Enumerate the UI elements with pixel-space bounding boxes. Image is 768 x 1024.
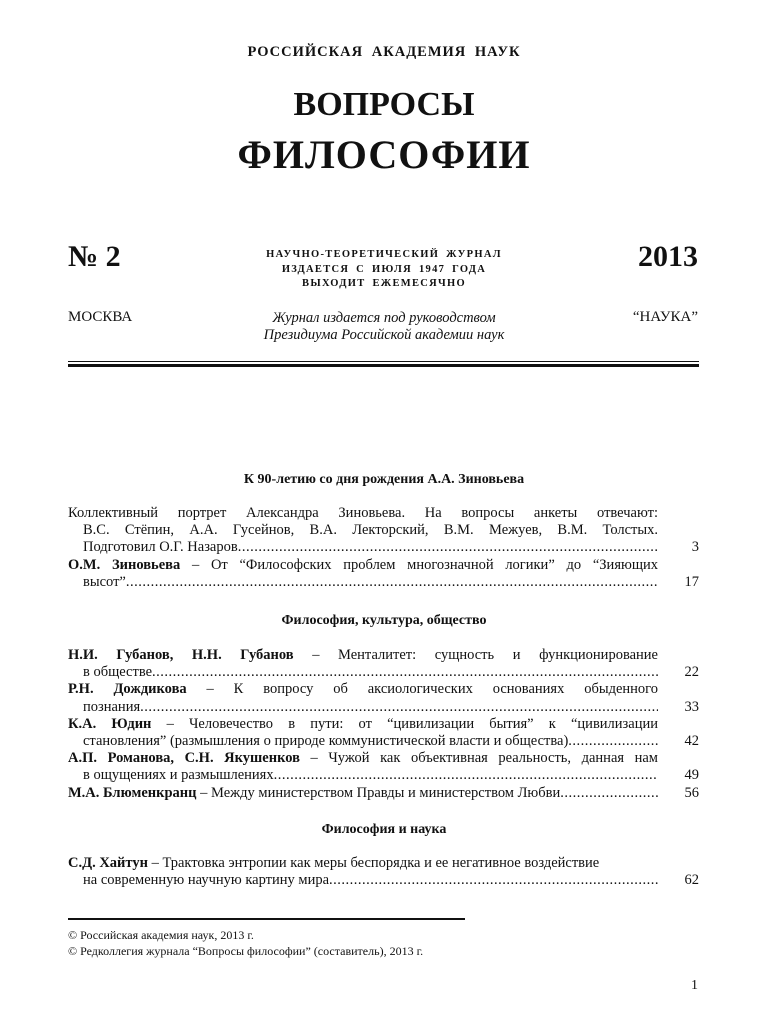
- toc-entry[interactable]: [68, 855, 699, 889]
- toc-entry[interactable]: [68, 681, 699, 715]
- publisher-name: “НАУКА”: [632, 309, 698, 325]
- section-title: Философия, культура, общество: [281, 613, 487, 628]
- toc-entry-text: – Менталитет: сущность и функционирование: [293, 647, 658, 663]
- toc-entry[interactable]: [68, 716, 699, 750]
- toc-section-1: [68, 505, 699, 591]
- toc-page-number: 49: [684, 767, 699, 784]
- header-divider-thin: [68, 361, 699, 362]
- toc-entry[interactable]: [68, 505, 699, 557]
- toc-entry-text: Коллективный портрет Александра Зиновьева. На вопросы анкеты отвечают:: [68, 505, 658, 521]
- toc-entry-text: Подготовил О.Г. Назаров: [83, 539, 238, 556]
- journal-title-line2: ФИЛОСОФИИ: [237, 132, 531, 177]
- section-title: Философия и наука: [321, 822, 447, 837]
- toc-entry-text: – Человечество в пути: от “цивилизации бытия” к “цивилизации: [151, 715, 658, 732]
- toc-entry-text: – К вопросу об аксиологических основаниях обыденного: [186, 681, 658, 698]
- toc-page-number: 33: [684, 698, 699, 715]
- copyright-line: © Редколлегия журнала “Вопросы философии” (составитель), 2013 г.: [68, 944, 424, 958]
- toc-entry[interactable]: [68, 785, 699, 802]
- toc-page-number: 62: [684, 872, 699, 889]
- toc-author: Р.Н. Дождикова: [68, 681, 187, 698]
- meta-line: ВЫХОДИТ ЕЖЕМЕСЯЧНО: [302, 278, 466, 289]
- toc-entry-text: – От “Философских проблем многозначной логики” до “Зияющих: [180, 556, 658, 573]
- section-title: К 90-летию со дня рождения А.А. Зиновьева: [243, 472, 525, 487]
- toc-entry-text: – Чужой как объективная реальность, данная нам: [299, 750, 658, 767]
- toc-author: А.П. Романова, С.Н. Якушенков: [68, 750, 300, 767]
- copyright-block: [68, 927, 423, 959]
- supervision-line: Журнал издается под руководством: [272, 310, 496, 326]
- toc-entry-text: на современную научную картину мира: [83, 872, 330, 889]
- issue-number: № 2: [68, 240, 121, 273]
- toc-section-3: [68, 855, 699, 889]
- toc-entry[interactable]: [68, 557, 699, 591]
- toc-entry-text: – Трактовка энтропии как меры беспорядка и ее негативное воздействие: [147, 855, 600, 871]
- toc-entry[interactable]: [68, 750, 699, 784]
- meta-line: НАУЧНО-ТЕОРЕТИЧЕСКИЙ ЖУРНАЛ: [266, 249, 502, 260]
- toc-entry-text: В.С. Стёпин, А.А. Гусейнов, В.А. Лекторский, В.М. Межуев, В.М. Толстых.: [83, 522, 658, 539]
- page-number: 1: [691, 978, 698, 993]
- toc-author: Н.И. Губанов, Н.Н. Губанов: [68, 647, 294, 663]
- toc-entry[interactable]: [68, 647, 699, 681]
- toc-entry-text: в ощущениях и размышлениях: [83, 767, 274, 784]
- toc-author: С.Д. Хайтун: [68, 855, 148, 871]
- toc-page-number: 3: [691, 539, 699, 556]
- toc-entry-text: становления” (размышления о природе коммунистической власти и общества): [83, 732, 569, 749]
- toc-page-number: 42: [684, 732, 699, 749]
- meta-line: ИЗДАЕТСЯ С ИЮЛЯ 1947 ГОДА: [281, 263, 487, 275]
- copyright-line: © Российская академия наук, 2013 г.: [68, 928, 254, 942]
- academy-name: РОССИЙСКАЯ АКАДЕМИЯ НАУК: [247, 44, 521, 60]
- journal-title-line1: ВОПРОСЫ: [293, 86, 475, 123]
- toc-author: К.А. Юдин: [68, 715, 152, 732]
- toc-section-2: [68, 647, 699, 802]
- supervision-line: Президиума Российской академии наук: [263, 327, 505, 343]
- publication-city: МОСКВА: [68, 309, 133, 325]
- issue-year: 2013: [638, 240, 698, 273]
- toc-entry-text: – Между министерством Правды и министерством Любви: [196, 784, 561, 801]
- toc-page-number: 22: [684, 664, 699, 681]
- toc-entry-text: познания: [83, 698, 141, 715]
- toc-entry-text: в обществе: [83, 664, 153, 681]
- toc-page-number: 56: [684, 784, 699, 801]
- footnote-divider: [68, 918, 465, 920]
- toc-page-number: 17: [684, 573, 699, 590]
- toc-entry-text: высот”: [83, 573, 126, 590]
- toc-author: М.А. Блюменкранц: [68, 784, 197, 801]
- header-divider-thick: [68, 364, 699, 367]
- toc-author: О.М. Зиновьева: [68, 556, 181, 573]
